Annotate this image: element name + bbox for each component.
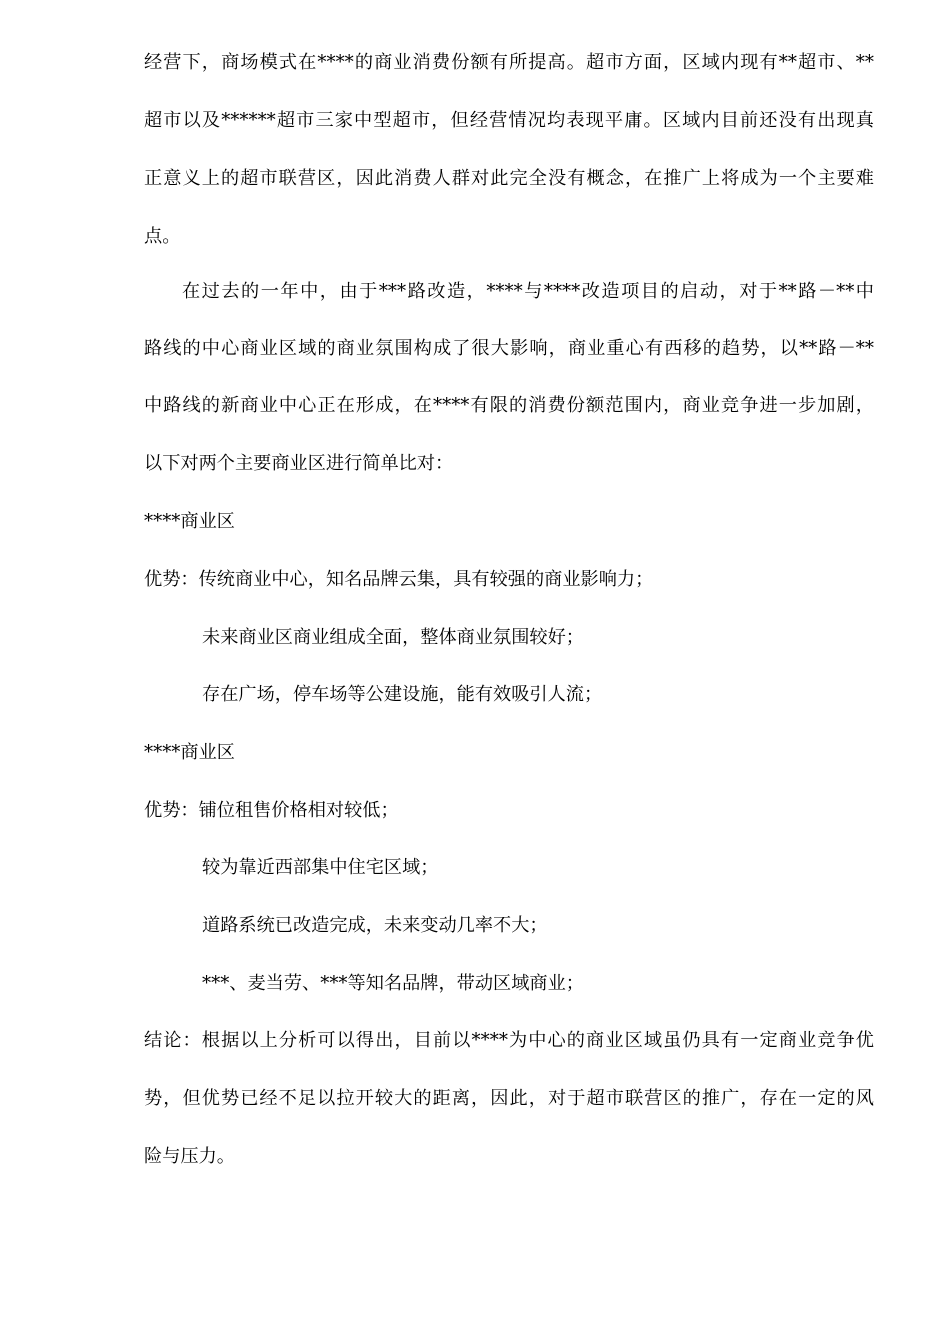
- paragraph-2-line-2: 路线的中心商业区域的商业氛围构成了很大影响，商业重心有西移的趋势，以**路－**: [144, 338, 874, 359]
- paragraph-1-line-2: 超市以及******超市三家中型超市，但经营情况均表现平庸。区域内目前还没有出现真: [144, 110, 874, 131]
- district-heading-1: ****商业区: [144, 511, 235, 532]
- district-2-advantage-4: ***、麦当劳、***等知名品牌，带动区域商业；: [202, 973, 584, 994]
- district-1-advantage-1: 优势：传统商业中心，知名品牌云集，具有较强的商业影响力；: [144, 569, 654, 590]
- conclusion-line-2: 势，但优势已经不足以拉开较大的距离，因此，对于超市联营区的推广，存在一定的风: [144, 1088, 874, 1109]
- conclusion-line-1: 结论：根据以上分析可以得出，目前以****为中心的商业区域虽仍具有一定商业竞争优: [144, 1030, 874, 1051]
- district-2-advantage-3: 道路系统已改造完成，未来变动几率不大；: [202, 915, 548, 936]
- paragraph-1-line-4: 点。: [144, 226, 181, 247]
- district-2-advantage-2: 较为靠近西部集中住宅区域；: [202, 857, 439, 878]
- paragraph-2-line-3: 中路线的新商业中心正在形成，在****有限的消费份额范围内，商业竞争进一步加剧，: [144, 395, 874, 416]
- paragraph-1-line-1: 经营下，商场模式在****的商业消费份额有所提高。超市方面，区域内现有**超市、**: [144, 52, 874, 73]
- district-2-advantage-1: 优势：铺位租售价格相对较低；: [144, 800, 399, 821]
- district-heading-2: ****商业区: [144, 742, 235, 763]
- paragraph-2-line-4: 以下对两个主要商业区进行简单比对：: [144, 453, 454, 474]
- conclusion-line-3: 险与压力。: [144, 1146, 235, 1167]
- paragraph-2-line-1: 在过去的一年中，由于***路改造，****与****改造项目的启动，对于**路－**中: [182, 281, 874, 302]
- district-1-advantage-2: 未来商业区商业组成全面，整体商业氛围较好；: [202, 627, 584, 648]
- district-1-advantage-3: 存在广场，停车场等公建设施，能有效吸引人流；: [202, 684, 603, 705]
- paragraph-1-line-3: 正意义上的超市联营区，因此消费人群对此完全没有概念，在推广上将成为一个主要难: [144, 168, 874, 189]
